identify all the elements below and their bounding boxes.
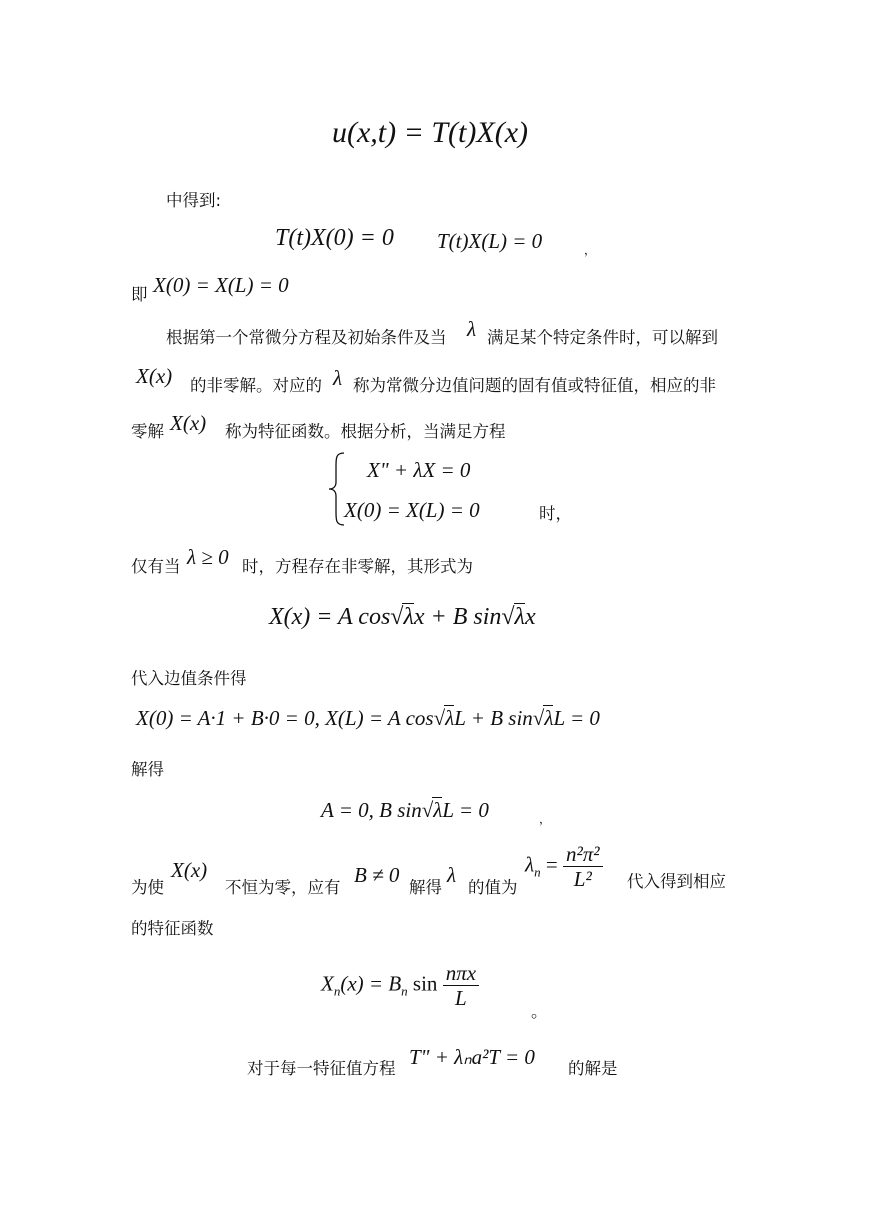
lambda-n: λ [525,852,535,877]
X-of-x: X(x) [171,858,208,882]
para2-line2: 的特征函数 [131,919,214,938]
equation-solution: A = 0, B sin√λL = 0 [321,798,489,822]
eq-sol-a: A = 0, B sin [321,798,422,822]
fraction-denominator: L [455,986,467,1011]
comma: ， [539,812,552,826]
eq-sub-c: L = 0 [553,706,600,730]
equation-u-separation: u(x,t) = T(t)X(x) [332,116,528,149]
equation-time: T" + λₙa²T = 0 [409,1045,535,1069]
eq-sol-b: L = 0 [442,798,489,822]
lambda-geq-zero: λ ≥ 0 [187,545,229,569]
text-substitute: 代入边值条件得 [131,669,247,688]
sqrt-lambda: λ [544,706,554,730]
sin-label: sin [412,971,438,996]
eq-sub-b: L + B sin [454,706,533,730]
eig-mid: (x) = B [340,971,402,996]
eq-general-lhs: X(x) = A cos [269,604,391,630]
para2-e: 代入得到相应 [627,872,726,891]
fraction-denominator: L² [573,867,592,892]
lambda-symbol: λ [333,366,343,390]
equation-substituted: X(0) = A·1 + B·0 = 0, X(L) = A cos√λL + B sin√λL = 0 [136,706,600,730]
subscript-n: n [534,864,541,880]
eq-sub-a: X(0) = A·1 + B·0 = 0, X(L) = A cos [136,706,434,730]
text-ji: 即 [131,285,148,304]
B-neq-zero: B ≠ 0 [354,863,400,887]
last-line-a: 对于每一特征值方程 [247,1059,396,1078]
para2-d: 的值为 [468,878,518,897]
fraction [443,961,479,1010]
para1-line1a: 根据第一个常微分方程及初始条件及当 [166,328,447,347]
sqrt-lambda: λ [514,604,525,630]
equation-eigenfunction [321,961,479,1010]
para1-line1b: 满足某个特定条件时，可以解到 [487,328,718,347]
eigenvalue-formula [525,842,603,891]
eig-lhs: X [321,971,334,996]
subscript-n: n [401,983,408,999]
period: 。 [531,1002,548,1021]
lambda-symbol: λ [447,863,457,887]
equals-sign: = [545,852,558,877]
equation-boundary-2: T(t)X(L) = 0 [437,229,543,253]
para1-line3a: 零解 [131,422,164,441]
fraction-numerator: nπx [443,961,479,986]
sqrt-lambda: λ [433,798,443,822]
system-eq1: X" + λX = 0 [367,458,471,482]
subscript-n: n [333,983,341,999]
lambda-symbol: λ [467,317,477,341]
para2-c: 解得 [409,878,442,897]
last-line-b: 的解是 [568,1059,618,1078]
X-of-x: X(x) [170,411,207,435]
fraction-numerator: n²π² [563,842,603,867]
equation-x0-xl: X(0) = X(L) = 0 [153,273,289,297]
eq-general-rhs: x [524,604,536,630]
sqrt-lambda: λ [445,706,455,730]
fraction [563,842,603,891]
para2-a: 为使 [131,878,164,897]
comma: ， [584,243,597,257]
para1-line2a: 的非零解。对应的 [190,376,322,395]
para1-line2b: 称为常微分边值问题的固有值或特征值，相应的非 [353,376,716,395]
eq-general-mid: x + B sin [413,604,502,630]
text-from: 中得到: [166,191,222,210]
equation-general-solution: X(x) = A cos√λx + B sin√λx [269,604,536,630]
text-solve: 解得 [131,760,164,779]
system-suffix: 时， [539,504,572,523]
system-eq2: X(0) = X(L) = 0 [344,498,480,522]
text-only-when: 仅有当 [131,557,181,576]
sqrt-lambda: λ [403,604,414,630]
text-only-when-b: 时，方程存在非零解，其形式为 [242,557,473,576]
X-of-x: X(x) [136,364,173,388]
para2-b: 不恒为零，应有 [225,878,341,897]
para1-line3b: 称为特征函数。根据分析，当满足方程 [225,422,506,441]
equation-boundary-1: T(t)X(0) = 0 [275,225,394,251]
